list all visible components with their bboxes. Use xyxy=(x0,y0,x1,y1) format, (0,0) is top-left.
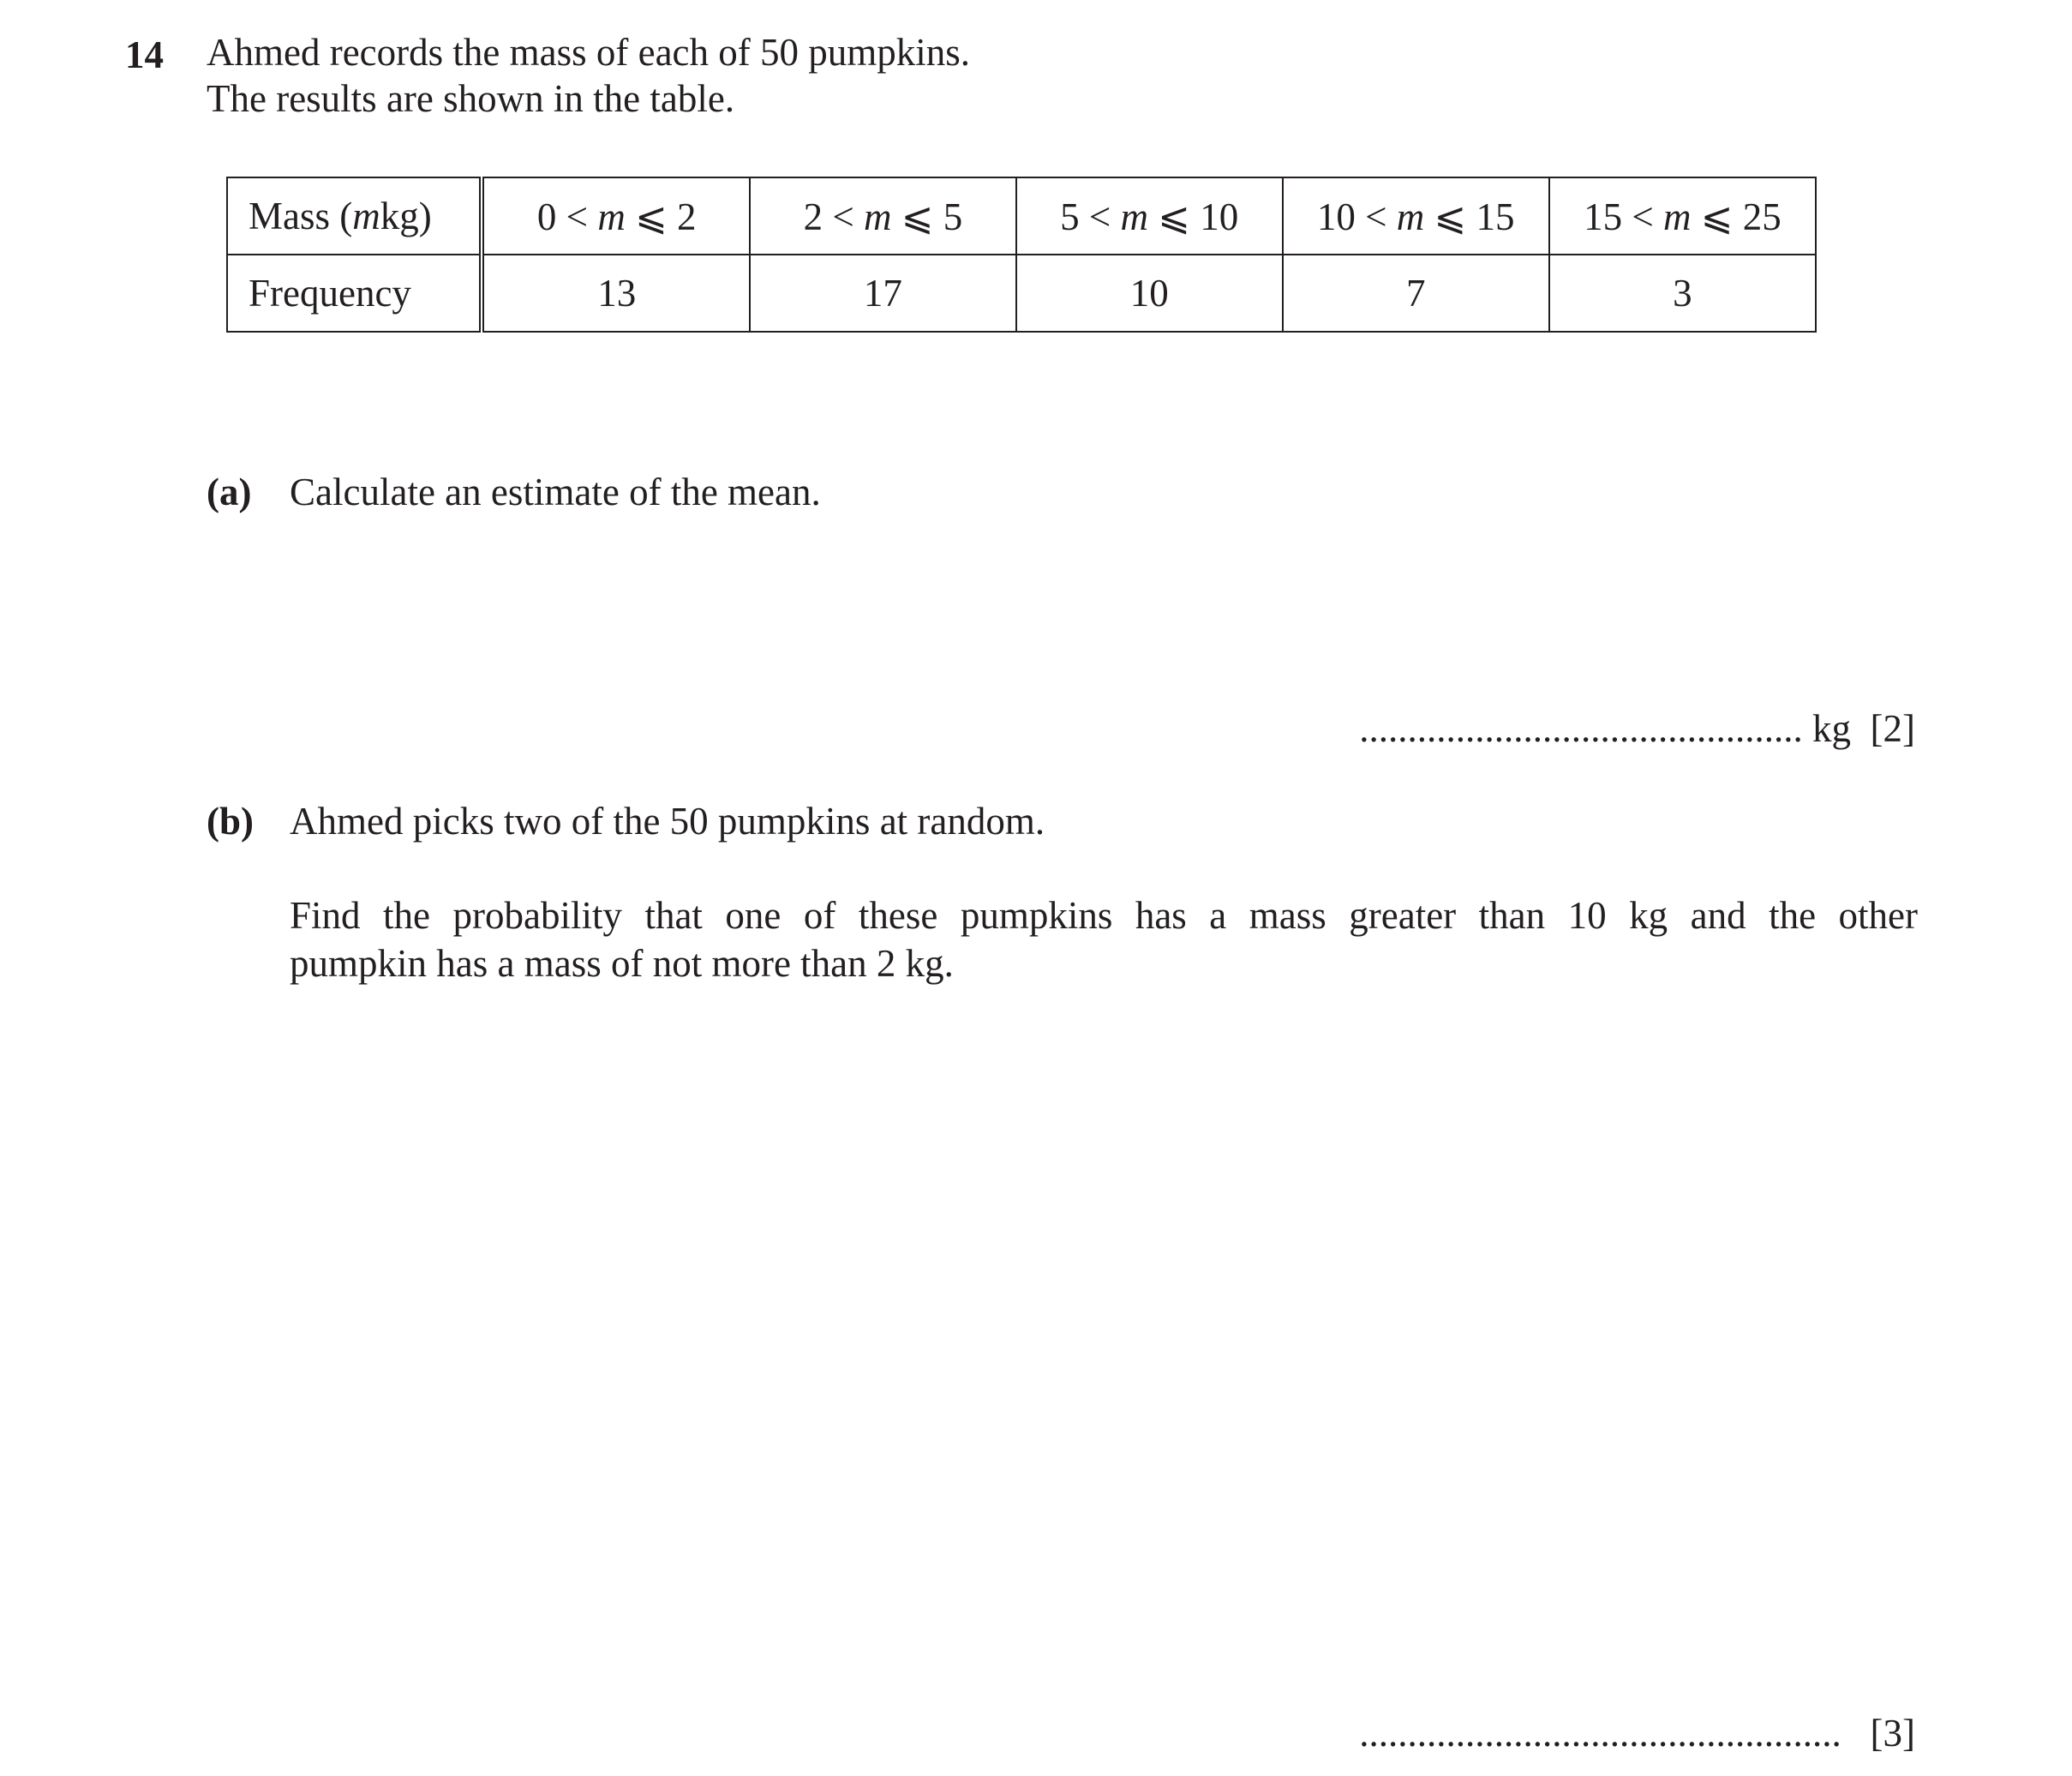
mass-interval-cell xyxy=(750,177,1016,255)
interval-upper: ⩽ 25 xyxy=(1700,195,1782,238)
interval-lower: 10 < xyxy=(1316,195,1387,238)
interval-lower: 2 < xyxy=(803,195,854,238)
mass-frequency-table xyxy=(226,177,1817,333)
frequency-row xyxy=(227,255,1816,332)
interval-lower: 15 < xyxy=(1584,195,1654,238)
interval-variable: m xyxy=(1120,195,1149,238)
part-a-question: Calculate an estimate of the mean. xyxy=(290,471,821,513)
intro-line-1: Ahmed records the mass of each of 50 pumpkins. xyxy=(207,31,971,74)
mass-interval-cell xyxy=(1283,177,1549,255)
frequency-cell: 3 xyxy=(1549,255,1816,332)
interval-upper: ⩽ 15 xyxy=(1434,195,1515,238)
mass-interval-cell xyxy=(482,177,750,255)
part-a-label: (a) xyxy=(207,471,252,513)
frequency-cell: 10 xyxy=(1016,255,1283,332)
mass-row xyxy=(227,177,1816,255)
frequency-cell: 17 xyxy=(750,255,1016,332)
part-b-answer-dots[interactable]: .................................................. xyxy=(1359,1712,1841,1755)
interval-upper: ⩽ 10 xyxy=(1158,195,1239,238)
part-a-answer-unit: kg xyxy=(1812,707,1852,750)
part-b-body xyxy=(290,891,1918,987)
mass-header-prefix: Mass ( xyxy=(249,195,353,237)
mass-interval-cell xyxy=(1549,177,1816,255)
interval-lower: 5 < xyxy=(1060,195,1111,238)
interval-variable: m xyxy=(597,195,626,238)
interval-variable: m xyxy=(1396,195,1425,238)
part-a-marks: [2] xyxy=(1870,707,1915,750)
interval-upper: ⩽ 2 xyxy=(635,195,697,238)
part-b-question: Ahmed picks two of the 50 pumpkins at random. xyxy=(290,800,1045,843)
intro-line-2: The results are shown in the table. xyxy=(207,77,735,120)
part-a-answer-line xyxy=(1359,705,1915,753)
interval-variable: m xyxy=(863,195,892,238)
interval-lower: 0 < xyxy=(536,195,589,238)
question-intro xyxy=(207,29,970,122)
frequency-row-header: Frequency xyxy=(227,255,482,332)
part-b-label: (b) xyxy=(207,800,254,843)
part-b-body-line-1: Find the probability that one of these pumpkins has a mass greater than 10 kg and the other xyxy=(290,894,1918,937)
frequency-cell: 13 xyxy=(482,255,750,332)
part-a-answer-dots[interactable]: .............................................. xyxy=(1359,707,1803,750)
mass-interval-cell xyxy=(1016,177,1283,255)
frequency-cell: 7 xyxy=(1283,255,1549,332)
interval-variable: m xyxy=(1662,195,1692,238)
mass-header-suffix: kg) xyxy=(380,195,432,237)
mass-header-variable: m xyxy=(352,195,380,237)
part-b-answer-line xyxy=(1359,1709,1915,1757)
part-b-marks: [3] xyxy=(1870,1712,1915,1755)
interval-upper: ⩽ 5 xyxy=(901,195,963,238)
mass-row-header xyxy=(227,177,482,255)
part-b-body-line-2: pumpkin has a mass of not more than 2 kg. xyxy=(290,942,954,985)
question-number: 14 xyxy=(125,33,164,76)
